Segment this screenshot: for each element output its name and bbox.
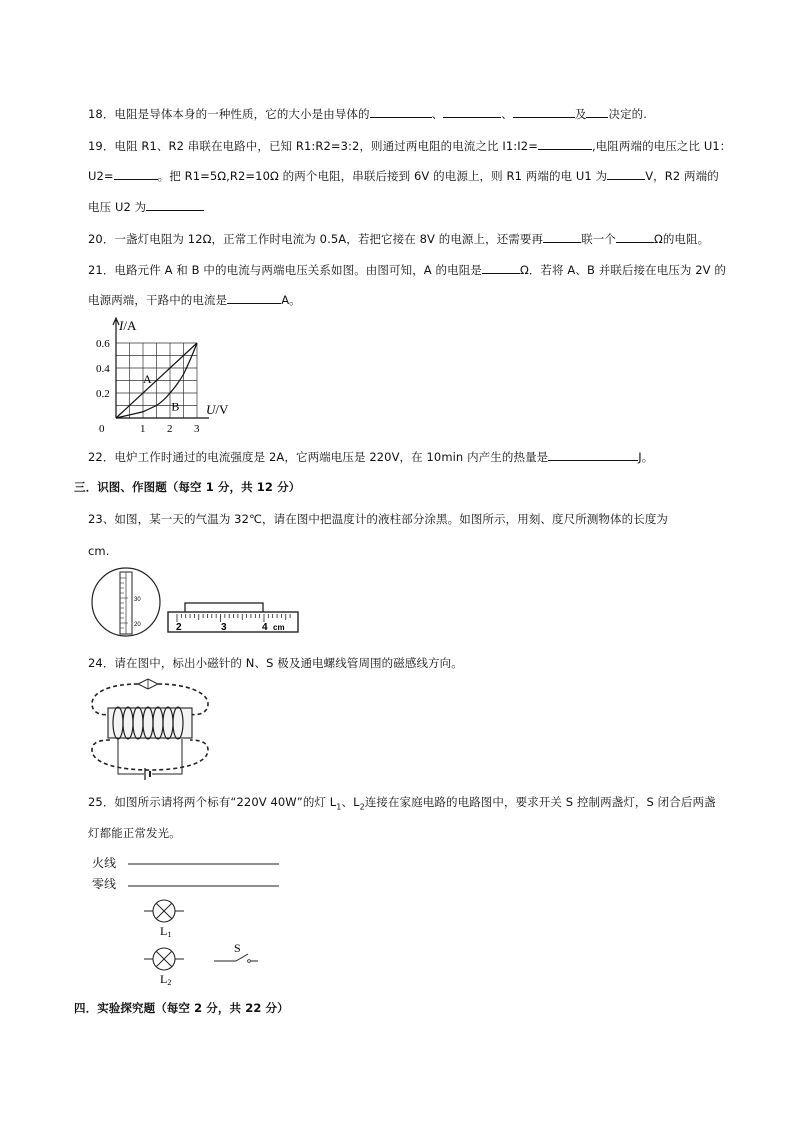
thermo-label-30: 30 (134, 597, 141, 603)
y-axis-title: I/A (119, 318, 137, 333)
q25-sub: 2 (359, 802, 365, 812)
ruler-label-4: 4 (262, 622, 268, 633)
section-3-heading: 三．识图、作图题（每空 1 分，共 12 分） (74, 480, 301, 494)
series-label-B: B (171, 399, 180, 414)
switch-s-label: S (234, 941, 241, 955)
q18-and: 及 (574, 107, 587, 121)
question-24: 24．请在图中，标出小磁针的 N、S 极及通电螺线管周围的磁感线方向。 (88, 656, 463, 670)
y-tick-label: 0.2 (96, 388, 110, 400)
q20-text: Ω的电阻。 (653, 232, 710, 246)
live-wire-label: 火线 (92, 856, 117, 870)
q25-text: 、L (341, 795, 360, 809)
q25-text: 25．如图所示请将两个标有“220V 40W”的灯 L (88, 795, 337, 809)
q18-text: 18．电阻是导体本身的一种性质，它的大小是由导体的 (88, 107, 370, 121)
answer-blank[interactable] (443, 106, 501, 118)
ruler-unit: cm (273, 623, 285, 632)
answer-blank[interactable] (607, 168, 645, 180)
answer-blank[interactable] (227, 292, 281, 304)
series-label-A: A (143, 372, 152, 386)
solenoid-figure (90, 678, 214, 782)
section-4-heading: 四．实验探究题（每空 2 分，共 22 分） (74, 1001, 289, 1015)
question-19-line1 (88, 138, 731, 153)
q19-text: 电压 U2 为 (88, 200, 147, 214)
x-tick-label: 3 (194, 423, 200, 435)
question-25-line1 (88, 795, 716, 814)
switch-s-symbol[interactable] (214, 954, 258, 962)
x-tick-label: 0 (99, 423, 105, 435)
q21-text: 电源两端，干路中的电流是 (88, 293, 228, 307)
q21-text: Ω．若将 A、B 并联后接在电压为 2V 的 (519, 263, 726, 277)
ruler-label-3: 3 (221, 622, 227, 633)
q21-text: A。 (281, 293, 301, 307)
q25-text: 连接在家庭电路的电路图中，要求开关 S 控制两盏灯，S 闭合后两盏 (364, 795, 716, 809)
q20-text: 20．一盏灯电阻为 12Ω，正常工作时电流为 0.5A，若把它接在 8V 的电源上，还需要再 (88, 232, 544, 246)
q21-text: 21．电路元件 A 和 B 中的电流与两端电压关系如图。由图可知，A 的电阻是 (88, 263, 482, 277)
q18-end: 决定的. (608, 107, 648, 121)
x-tick-label: 1 (140, 423, 146, 435)
x-axis-title: U/V (206, 402, 229, 417)
x-tick-label: 2 (167, 423, 173, 435)
question-25-line2: 灯都能正常发光。 (88, 826, 181, 840)
question-21-line1 (88, 262, 726, 277)
y-tick-label: 0.4 (96, 363, 110, 375)
question-20 (88, 231, 709, 246)
ruler-figure (165, 600, 301, 636)
solenoid-core (108, 708, 192, 738)
thermo-label-20: 20 (134, 622, 141, 628)
q19-text: U2= (88, 169, 114, 183)
wire-left (118, 739, 144, 774)
thermometer-figure (90, 566, 162, 638)
question-23-line2: cm. (88, 544, 110, 558)
answer-blank[interactable] (370, 106, 432, 118)
q18-sep: 、 (431, 107, 444, 121)
q18-sep: 、 (501, 107, 513, 121)
answer-blank[interactable] (114, 168, 158, 180)
answer-blank[interactable] (482, 262, 520, 274)
ruler-label-2: 2 (176, 622, 182, 633)
neutral-wire-label: 零线 (92, 877, 117, 891)
q19-text: ,电阻两端的电压之比 U1： (591, 139, 732, 153)
answer-blank[interactable] (543, 231, 581, 243)
question-23-line1: 23、如图，某一天的气温为 32℃，请在图中把温度计的液柱部分涂黑。如图所示，用刻、度尺所测物体的长度为 (88, 512, 669, 526)
answer-blank[interactable] (616, 231, 654, 243)
q19-text: 19．电阻 R1、R2 串联在电路中，已知 R1:R2=3:2，则通过两电阻的电流之比 I1:I2= (88, 139, 538, 153)
lamp-l1-label: L1 (160, 924, 172, 939)
question-18 (88, 106, 647, 121)
question-22 (88, 449, 653, 464)
q19-text: V，R2 两端的 (645, 169, 719, 183)
lamp-l1-symbol[interactable] (144, 900, 184, 922)
answer-blank[interactable] (548, 449, 638, 461)
q25-sub: 1 (336, 802, 342, 812)
household-circuit (124, 856, 284, 986)
q22-text: 22．电炉工作时通过的电流强度是 2A，它两端电压是 220V，在 10min 内产生的热量是 (88, 450, 549, 464)
iu-graph (96, 314, 246, 436)
lamp-l2-label: L2 (160, 972, 172, 986)
answer-blank[interactable] (538, 138, 592, 150)
q20-text: 联一个 (581, 232, 616, 246)
field-line-bottom (92, 740, 208, 770)
answer-blank[interactable] (513, 106, 575, 118)
lamp-l2-symbol[interactable] (144, 948, 184, 970)
answer-blank[interactable] (146, 199, 204, 211)
question-21-line2 (88, 292, 301, 307)
question-19-line3 (88, 199, 204, 214)
y-tick-label: 0.6 (96, 338, 110, 350)
q19-text: 。把 R1=5Ω,R2=10Ω 的两个电阻，串联后接到 6V 的电源上，则 R1 两端的电 U1 为 (157, 169, 608, 183)
question-19-line2 (88, 168, 719, 183)
answer-blank[interactable] (586, 106, 608, 118)
q22-text: J。 (638, 450, 654, 464)
